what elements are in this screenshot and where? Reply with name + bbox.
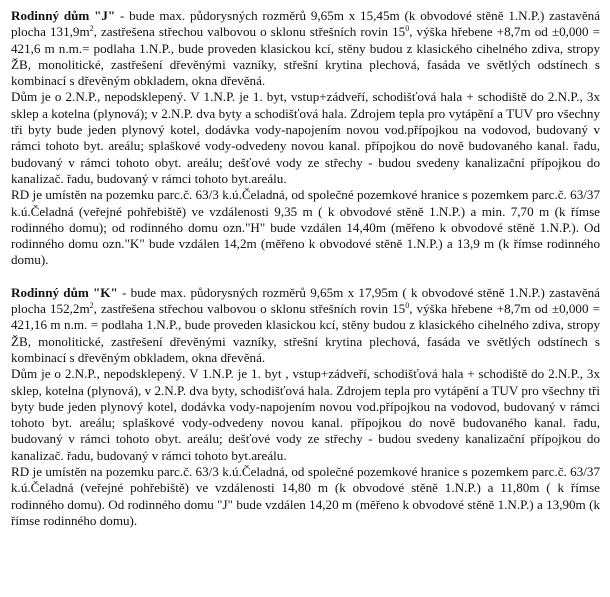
house-j-intro-text-a: - bude max. půdorysných rozměrů 9,65m x 15,45m (k obvodové stěně 1.N.P.) zastavěná plocha 131,9m [11,8,601,40]
house-k-location-paragraph: RD je umístěn na pozemku parc.č. 63/3 k.ú.Čeladná, od společné pozemkové hranice s pozemkem parc.č. 63/37 k.ú.Čeladná (veřejné pohřebiště) ve vzdálenosti 14,80 m (k obvodové stěně 1.N.P.) a 11,80m ( k římse rodinného domu). Od rodinného domu "J" bude vzdálen 14,20 m (měřeno k obvodové stěně 1.N.P.) a 13,90m (k římse rodinného domu). [11,464,600,528]
house-j-intro-paragraph [11,8,600,89]
house-k-intro-paragraph [11,285,600,366]
house-k-intro-text-a: - bude max. půdorysných rozměrů 9,65m x 17,95m ( k obvodové stěně 1.N.P.) zastavěná plocha 152,2m [11,284,600,317]
house-k-title: Rodinný dům "K" [11,284,118,300]
house-j-layout-paragraph: Dům je o 2.N.P., nepodsklepený. V 1.N.P. je 1. byt, vstup+zádveří, schodišťová hala + schodiště do 2.N.P., 3x sklep a kotelna (plynová); v 2.N.P. dva byty a schodišťová hala. Zdrojem tepla pro vytápění a TUV pro všechny tři byty bude jeden plynový kotel, dodávka vody-napojením novou vod.přípojkou na vodovod, budovaný v rámci tohoto byt. areálu; splaškové vody-odvedeny novou kanal. přípojkou do nově budovaného kanal. řadu, budovaný v rámci tohoto obyt. areálu; dešťové vody ze střechy - budou svedeny kanalizační přípojkou do kanalizač. řadu, budovaný v rámci tohoto byt.areálu. [11,89,600,186]
house-j-intro-text-c: , výška hřebene +8,7m od ±0,000 = 421,6 m n.m.= podlaha 1.N.P., bude proveden klasickou kcí, stěny budou z klasického cihelného zdiva, stropy ŽB, monolitické, zastřešení dřevěnými vazníky, střešní krytina plechová, fasáda ve světlých odstínech s kombinací s dřevěným obkladem, okna dřevěná. [11,24,600,89]
house-k-intro-text-b: , zastřešena střechou valbovou o sklonu střešních rovin 15 [93,301,406,317]
house-j-degree-superscript: 0 [405,24,410,34]
section-house-k [11,285,600,529]
house-k-layout-paragraph: Dům je o 2.N.P., nepodsklepený. V 1.N.P. je 1. byt , vstup+zádveří, schodišťová hala + schodiště do 2.N.P., 3x sklep, kotelna (plynová), v 2.N.P. dva byty, schodišťová hala. Zdrojem tepla pro vytápění a TUV pro všechny tři byty bude jeden plynový kotel, dodávka vody-napojením novou vod.přípojkou na vodovod, budovaný v rámci tohoto byt. areálu; splaškové vody-odvedeny novou kanal. přípojkou do nově budovaného kanal. řadu, budovaný v rámci tohoto obyt. areálu; dešťové vody ze střechy - budou svedeny kanalizační přípojkou do kanalizač. řadu, budovaný v rámci tohoto byt.areálu. [11,366,600,463]
house-j-location-paragraph: RD je umístěn na pozemku parc.č. 63/3 k.ú.Čeladná, od společné pozemkové hranice s pozemkem parc.č. 63/37 k.ú.Čeladná (veřejné pohřebiště) ve vzdálenosti 9,35 m ( k obvodové stěně 1.N.P.) a min. 7,70 m (k římse rodinného domu); od rodinného domu ozn."H" bude vzdálen 14,40m (měřeno k obvodové stěně 1.N.P.). Od rodinného domu ozn."K" bude vzdálen 14,2m (měřeno k obvodové stěně 1.N.P.) a 13,9 m (k římse rodinného domu). [11,187,600,268]
house-j-title: Rodinný dům "J" [11,8,116,23]
house-k-degree-superscript: 0 [405,301,410,311]
section-house-j [11,8,600,269]
house-k-intro-text-c: , výška hřebene +8,7m od ±0,000 = 421,16 m n.m. = podlaha 1.N.P., bude proveden klasickou kcí, stěny budou z klasického cihelného zdiva, stropy ŽB, monolitické, zastřešení dřevěnými vazníky, střešní krytina plechová, fasáda ve světlých odstínech s kombinací s dřevěným obkladem, okna dřevěná. [11,301,600,365]
house-j-area-unit-superscript: 2 [89,24,94,34]
house-k-area-unit-superscript: 2 [89,301,94,311]
house-j-intro-text-b: , zastřešena střechou valbovou o sklonu střešních rovin 15 [93,24,406,40]
